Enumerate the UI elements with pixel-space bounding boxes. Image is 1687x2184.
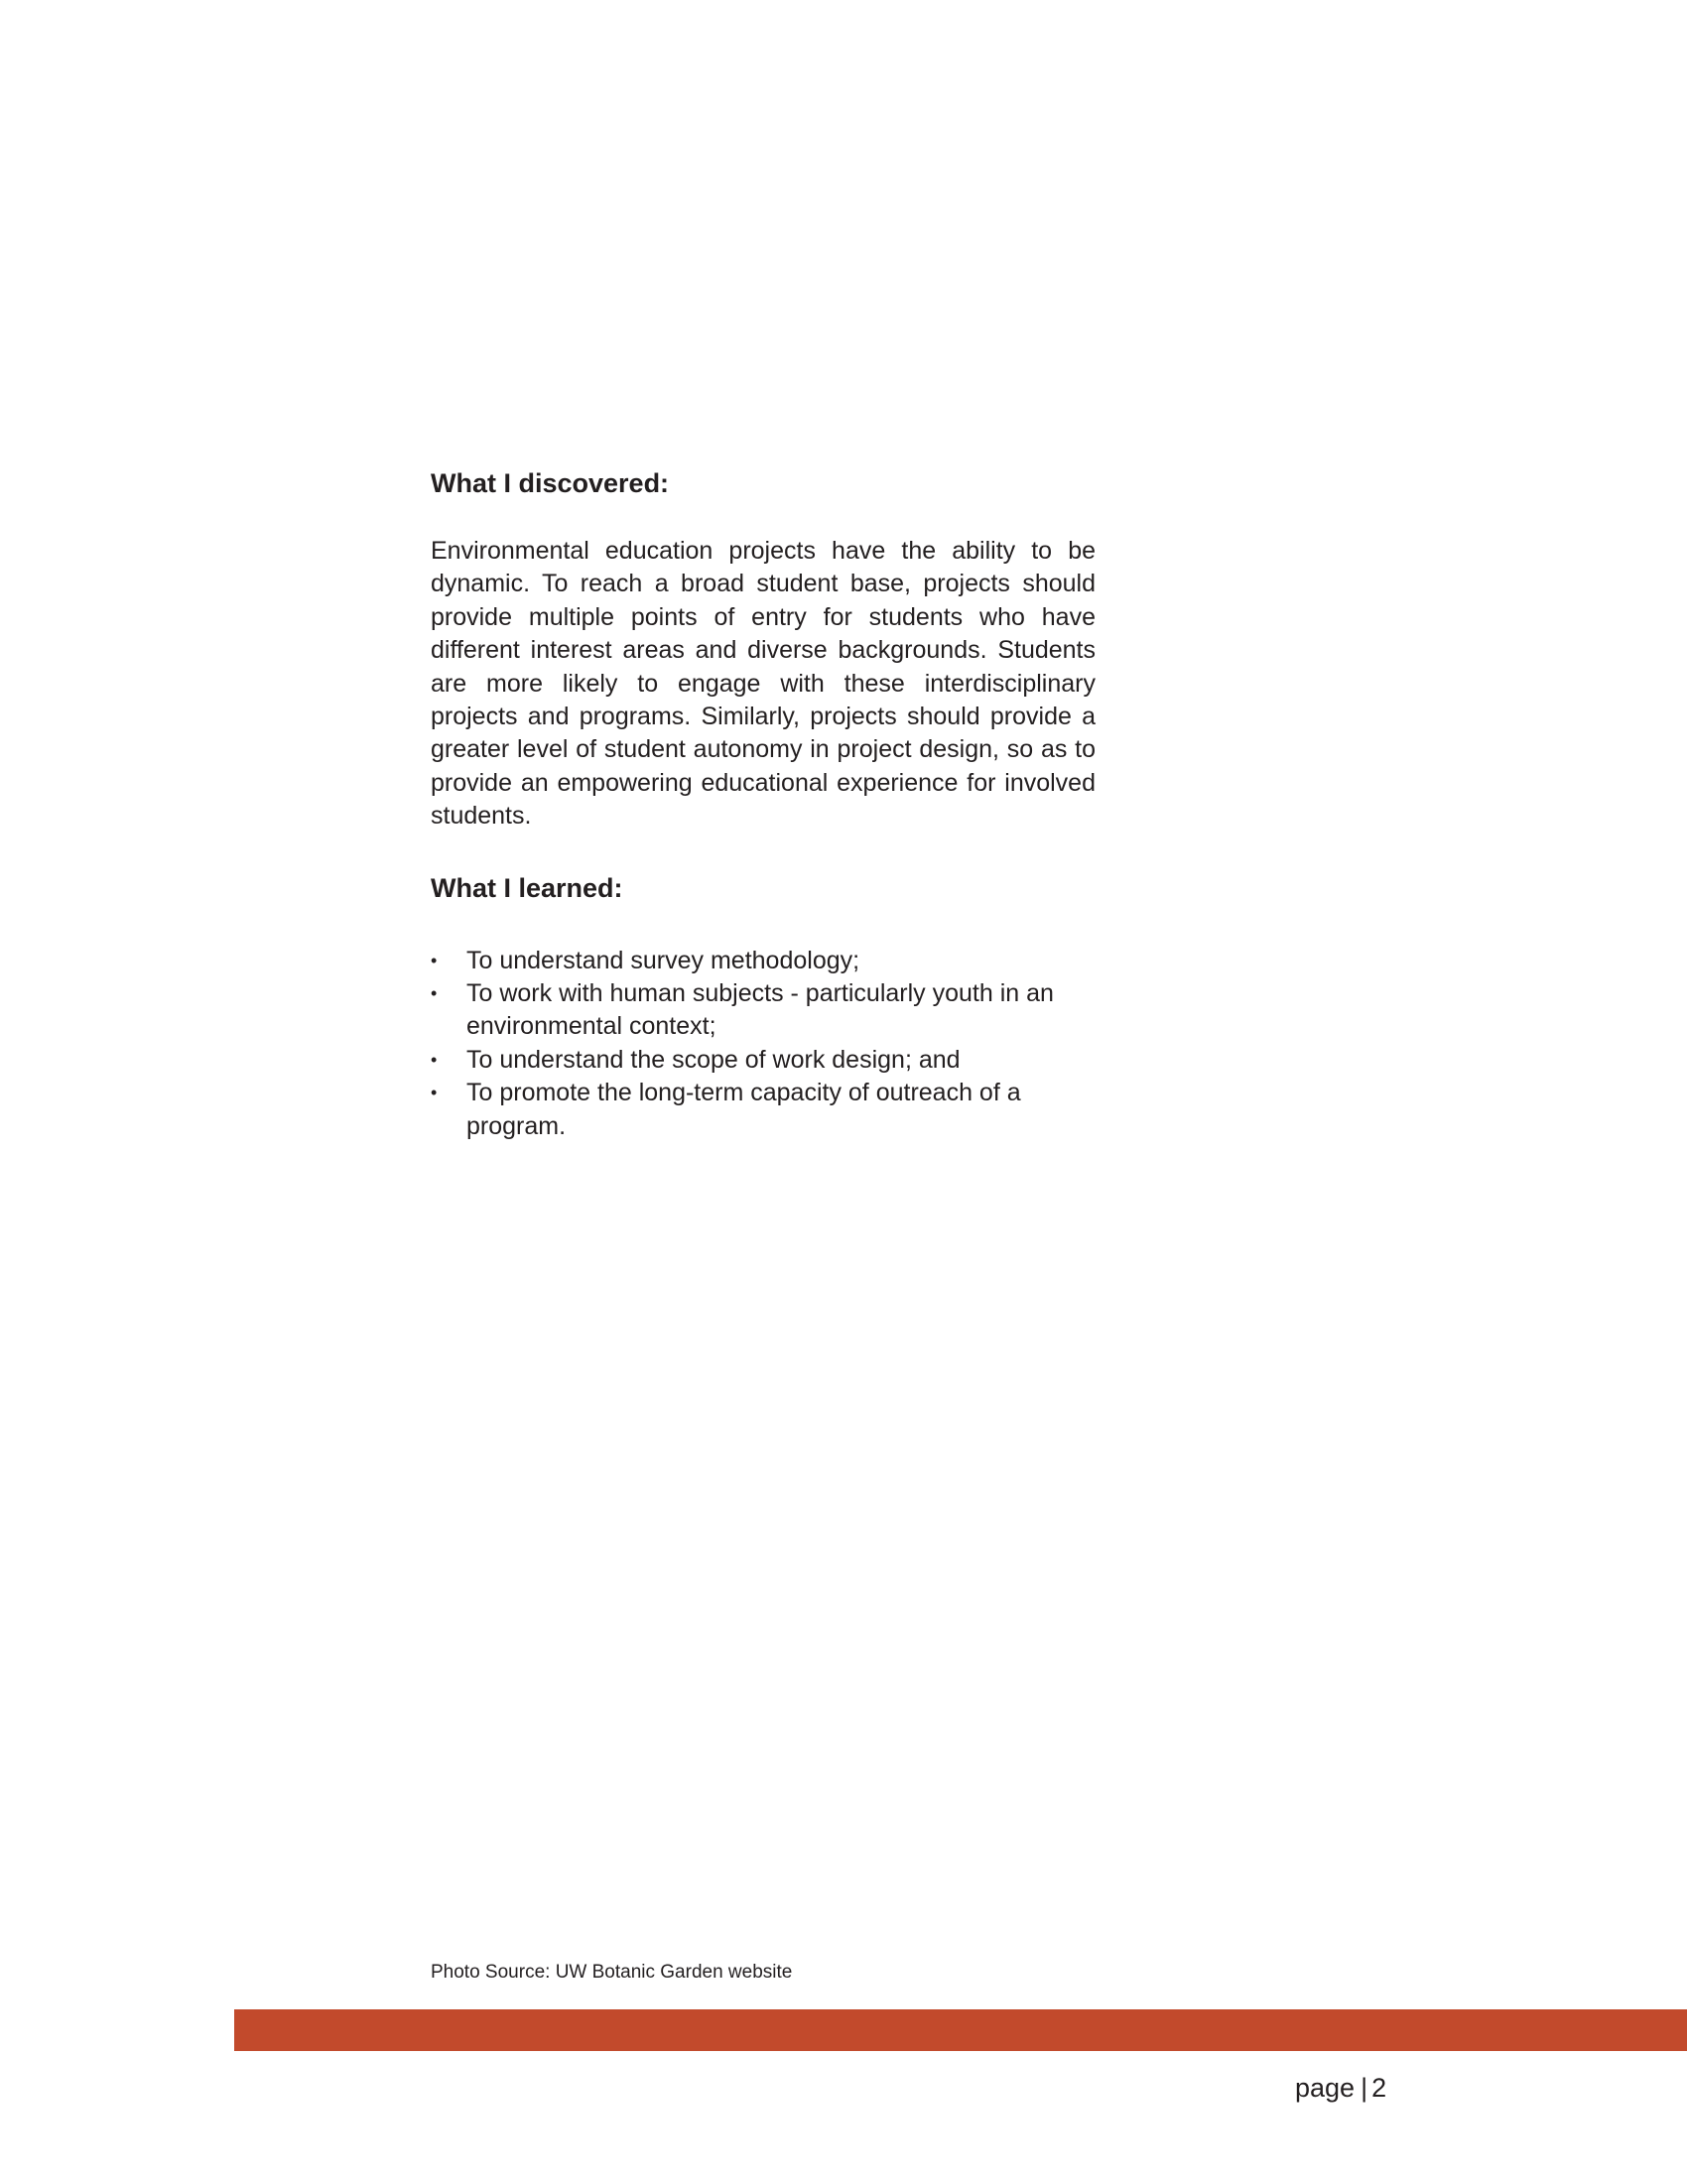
bullet-icon: • <box>431 983 438 1004</box>
list-item-text: To understand the scope of work design; and <box>466 1045 961 1074</box>
page-number: 2 <box>1371 2073 1387 2103</box>
learned-list <box>431 945 1096 1143</box>
photo-source-caption: Photo Source: UW Botanic Garden website <box>431 1962 793 1983</box>
footer-accent-bar <box>234 2009 1687 2051</box>
section-heading-discovered: What I discovered: <box>431 468 670 498</box>
list-item <box>431 1077 1096 1143</box>
list-item <box>431 945 1096 977</box>
discovered-paragraph: Environmental education projects have the ability to be dynamic. To reach a broad student base, projects should provide multiple points of entry for students who have different interest areas and diverse backgrounds. Students are more likely to engage with these interdisciplinary projects and programs. Similarly, projects should provide a greater level of student autonomy in project design, so as to provide an empowering educational experience for involved students. <box>431 537 1096 831</box>
page-label: page <box>1295 2073 1356 2103</box>
bullet-icon: • <box>431 950 438 970</box>
section-heading-learned: What I learned: <box>431 872 623 903</box>
page-separator: | <box>1361 2073 1368 2103</box>
list-item-text: To work with human subjects - particularly youth in an environmental context; <box>466 979 1054 1041</box>
main-content <box>431 466 1096 1143</box>
list-item <box>431 1044 1096 1077</box>
page-number-footer <box>1295 2071 1386 2105</box>
list-item <box>431 977 1096 1044</box>
list-item-text: To understand survey methodology; <box>466 946 860 974</box>
bullet-icon: • <box>431 1083 438 1103</box>
bullet-icon: • <box>431 1049 438 1070</box>
list-item-text: To promote the long-term capacity of outreach of a program. <box>466 1079 1021 1140</box>
